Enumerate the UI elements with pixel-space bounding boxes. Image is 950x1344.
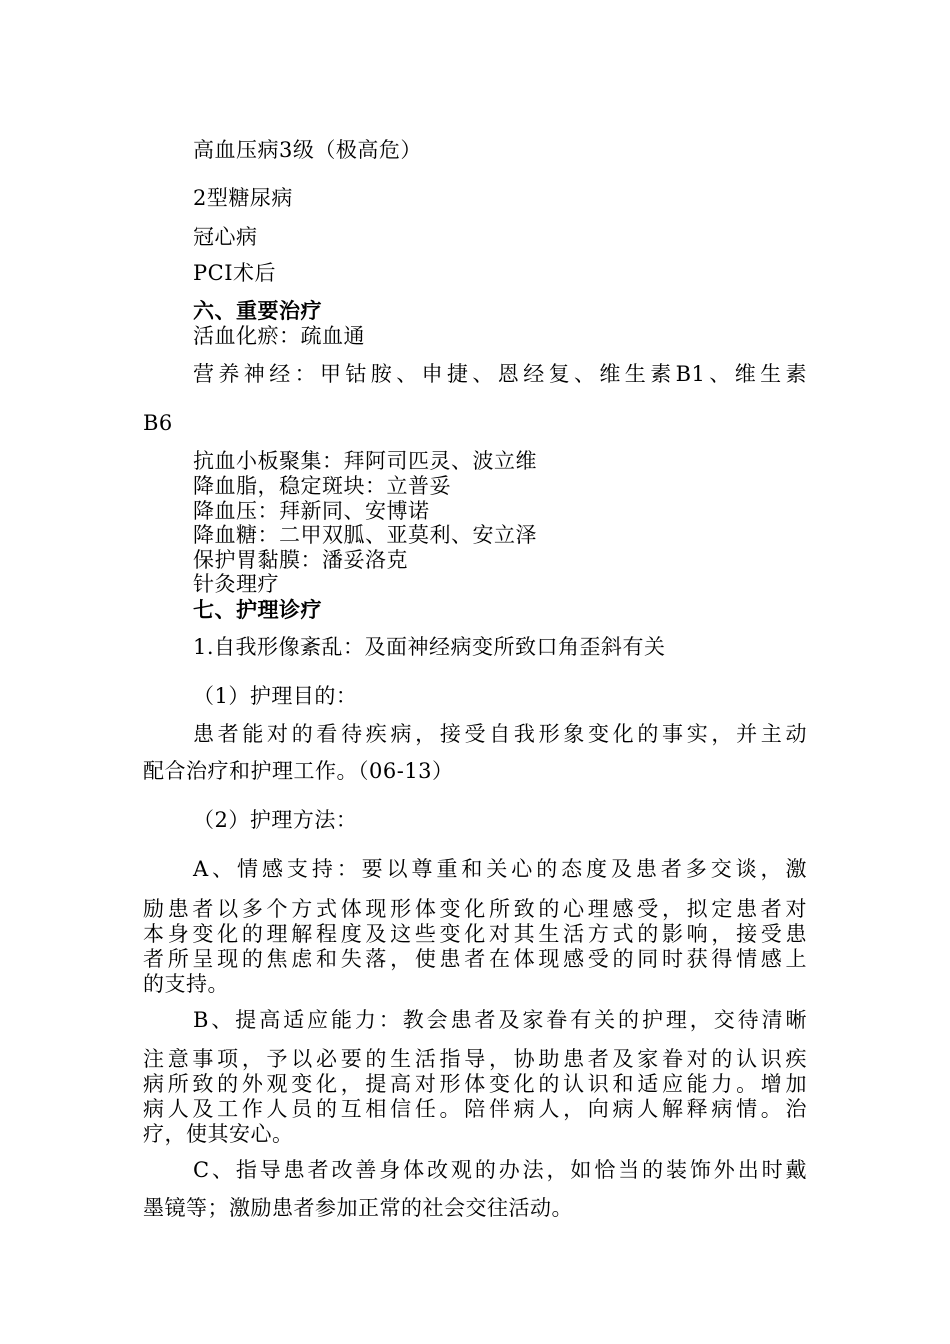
goal-line: 患者能对的看待疾病，接受自我形象变化的事实，并主动 — [193, 722, 807, 746]
section6-heading: 六、重要治疗 — [193, 298, 322, 323]
treatment-item: 营养神经：甲钴胺、申捷、恩经复、维生素B1、维生素 — [193, 362, 807, 386]
diagnosis-coronary: 冠心病 — [193, 225, 258, 249]
section7-heading: 七、护理诊疗 — [193, 597, 322, 622]
treatment-item: 降血压：拜新同、安博诺 — [193, 499, 430, 523]
method-a-line: 的支持。 — [143, 972, 229, 996]
method-c-line: 墨镜等；激励患者参加正常的社会交往活动。 — [143, 1196, 573, 1220]
treatment-item: 降血脂，稳定斑块：立普妥 — [193, 474, 451, 498]
goal-line: 配合治疗和护理工作。（06-13） — [143, 759, 454, 783]
method-b-line: 注意事项，予以必要的生活指导，协助患者及家眷对的认识疾 — [143, 1047, 807, 1071]
method-b-line: 疗，使其安心。 — [143, 1122, 294, 1146]
method-a-line: 励患者以多个方式体现形体变化所致的心理感受，拟定患者对 — [143, 897, 807, 921]
method-b-line: B、提高适应能力：教会患者及家眷有关的护理，交待清晰 — [193, 1008, 807, 1032]
method-a-line: A、情感支持：要以尊重和关心的态度及患者多交谈，激 — [193, 857, 807, 881]
method-a-line: 本身变化的理解程度及这些变化对其生活方式的影响，接受患 — [143, 922, 807, 946]
treatment-item: 针灸理疗 — [193, 572, 279, 596]
diagnosis-diabetes: 2型糖尿病 — [193, 186, 293, 210]
treatment-item-cont: B6 — [143, 411, 173, 435]
nursing-diagnosis-1: 1.自我形像紊乱：及面神经病变所致口角歪斜有关 — [193, 635, 666, 659]
method-c-line: C、指导患者改善身体改观的办法，如恰当的装饰外出时戴 — [193, 1158, 807, 1182]
method-heading: （2）护理方法： — [193, 808, 358, 832]
treatment-item: 保护胃黏膜：潘妥洛克 — [193, 548, 408, 572]
treatment-item: 活血化瘀：疏血通 — [193, 324, 365, 348]
treatment-item: 抗血小板聚集：拜阿司匹灵、波立维 — [193, 449, 537, 473]
goal-heading: （1）护理目的： — [193, 684, 358, 708]
diagnosis-hypertension: 高血压病3级（极高危） — [193, 138, 422, 162]
method-b-line: 病人及工作人员的互相信任。陪伴病人，向病人解释病情。治 — [143, 1097, 807, 1121]
method-b-line: 病所致的外观变化，提高对形体变化的认识和适应能力。增加 — [143, 1072, 807, 1096]
method-a-line: 者所呈现的焦虑和失落，使患者在体现感受的同时获得情感上 — [143, 947, 807, 971]
diagnosis-pci: PCI术后 — [193, 261, 276, 285]
treatment-item: 降血糖：二甲双胍、亚莫利、安立泽 — [193, 523, 537, 547]
